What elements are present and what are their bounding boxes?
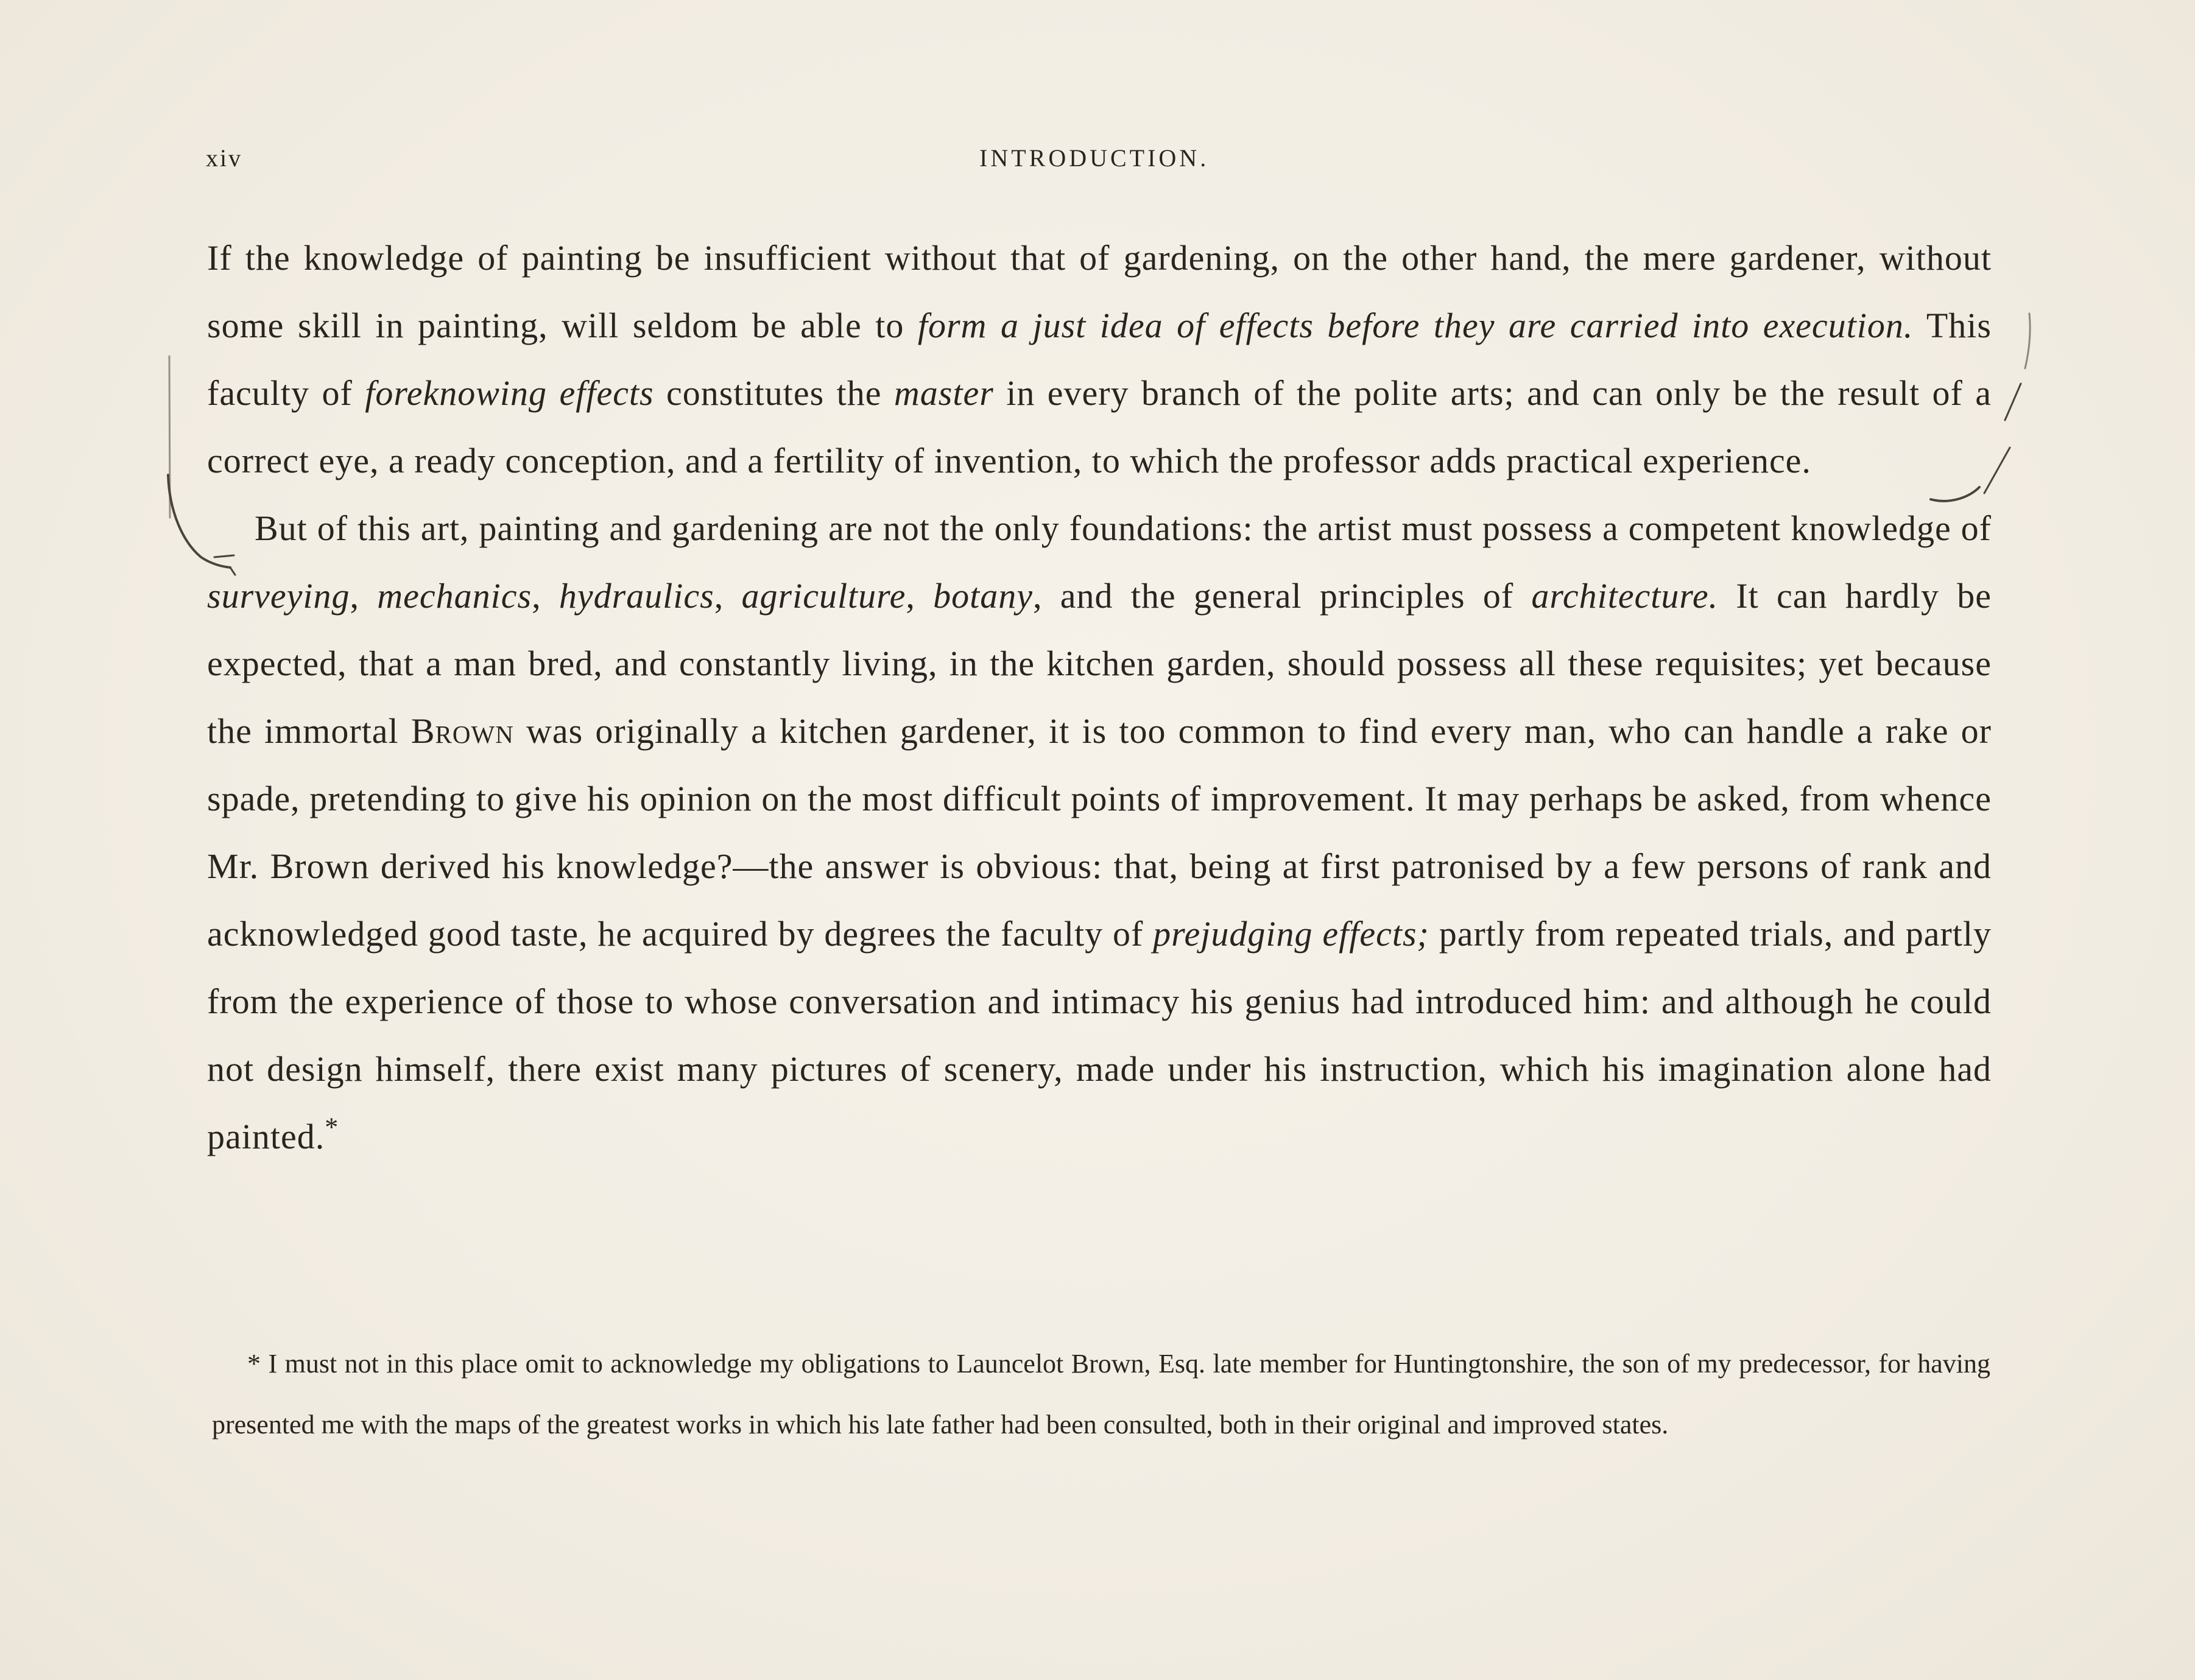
- text-run: partly from repeated trials, and partly from the experience of those to whose conversation and intimacy his genius had introduced him: and although he could not design himself, there exist many pictures of scenery, made under his instruction, which his imagination alone had painted.: [207, 914, 1992, 1156]
- italic-phrase: architecture.: [1531, 576, 1719, 616]
- running-title: INTRODUCTION.: [979, 144, 1210, 172]
- text-run: , and the general principles of: [1032, 576, 1532, 616]
- right-margin-slash-lower: [1984, 448, 2010, 493]
- text-run: It can hardly be expected, that a man bred, and constantly living, in the kitchen garden, should possess all these requisites; yet because the immortal: [207, 576, 1992, 751]
- text-run: ,: [532, 576, 559, 616]
- italic-phrase: mechanics: [377, 576, 532, 616]
- italic-phrase: prejudging effects;: [1153, 914, 1429, 954]
- italic-phrase: botany: [933, 576, 1033, 616]
- text-run: ,: [906, 576, 934, 616]
- text-run: ,: [714, 576, 742, 616]
- footnote-text: I must not in this place omit to acknowledge my obligations to Launcelot Brown, Esq. late member for Huntingtonshire, the son of my predecessor, for having presented me with the maps of the greatest works in which his late father had been consulted, both in their original and improved states.: [212, 1349, 1990, 1439]
- text-run: in every branch of the polite arts; and can only be the result of a correct eye, a ready conception, and a fertility of invention, to which the professor adds practical experience.: [207, 373, 1992, 480]
- italic-phrase: hydraulics: [558, 576, 714, 616]
- text-run: was originally a kitchen gardener, it is too common to find every man, who can handle a rake or spade, pretending to give his opinion on the most difficult points of improvement. It may perhaps be asked, from whence Mr. Brown derived his knowledge?—the answer is obvious: that, being at first patronised by a few persons of rank and acknowledged good taste, he acquired by degrees the faculty of: [207, 711, 1992, 954]
- italic-phrase: master: [893, 373, 994, 413]
- right-margin-slash-upper: [2005, 384, 2021, 420]
- text-run: ,: [350, 576, 378, 616]
- italic-phrase: agriculture: [741, 576, 906, 616]
- footnote-reference[interactable]: *: [325, 1112, 339, 1142]
- left-margin-bracket-curve: [168, 475, 230, 568]
- text-run: This faculty of: [207, 306, 1992, 413]
- insertion-caret: [1931, 487, 1979, 501]
- text-run: If the knowledge of painting be insufficient without that of gardening, on the other hand, the mere gardener, without some skill in painting, will seldom be able to: [207, 238, 1992, 345]
- text-run: constitutes the: [654, 373, 894, 413]
- italic-phrase: form a just idea of effects before they are carried into execution.: [917, 306, 1914, 345]
- italic-phrase: surveying: [207, 576, 350, 616]
- page-number: xiv: [206, 144, 243, 172]
- right-margin-bracket: [2025, 314, 2030, 368]
- footnote-mark: *: [247, 1349, 261, 1379]
- italic-phrase: foreknowing effects: [365, 373, 654, 413]
- text-run: But of this art, painting and gardening are not the only foundations: the artist must possess a competent knowledge of: [255, 508, 1992, 548]
- small-caps-name: Brown: [410, 711, 514, 751]
